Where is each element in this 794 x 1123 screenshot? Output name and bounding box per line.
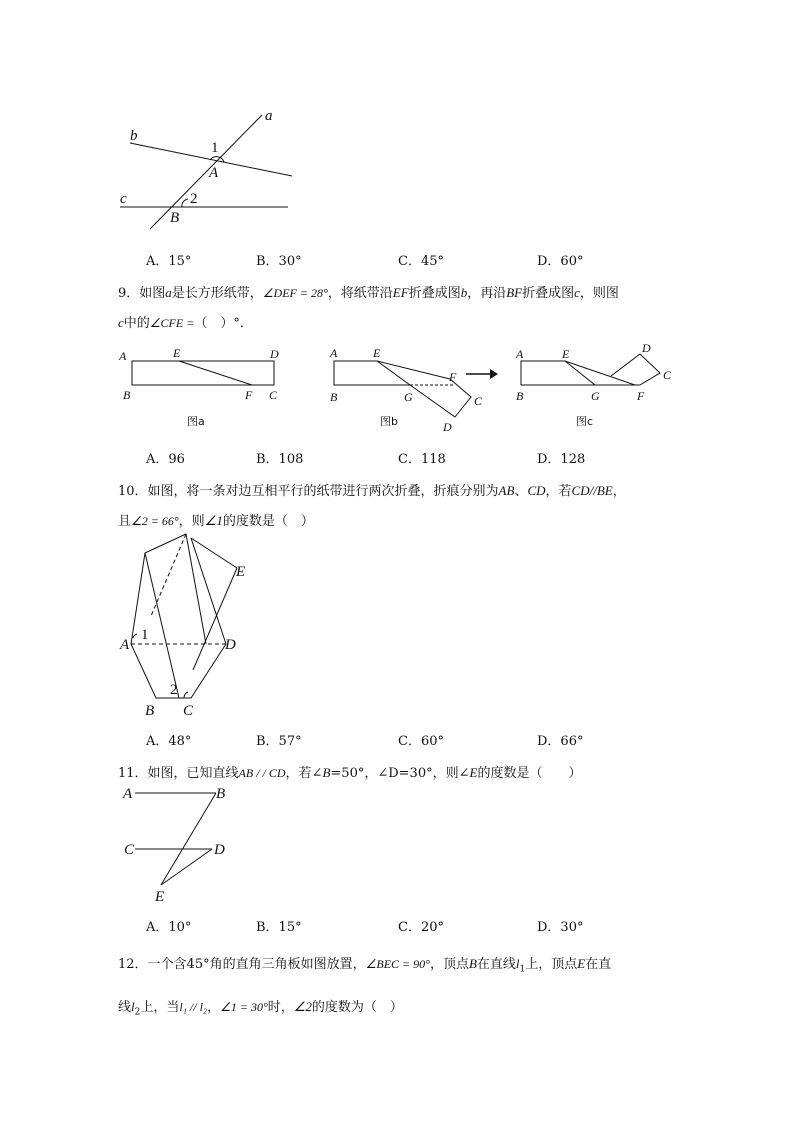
q10-stem-line1 bbox=[118, 480, 626, 499]
q9-text: ，将纸带沿 bbox=[327, 286, 393, 301]
fc-B: B bbox=[516, 389, 524, 403]
fc-E: E bbox=[562, 347, 570, 361]
q12-var-b: B bbox=[468, 956, 477, 971]
q10-text: ， bbox=[612, 484, 626, 499]
q12-text: 角的直角三角板如图放置， bbox=[209, 957, 366, 972]
fc-D: D bbox=[642, 341, 651, 355]
q11-var-abcd: AB / / CD bbox=[238, 766, 286, 780]
q10-label-A: A bbox=[120, 637, 130, 653]
q12-text: 在直线 bbox=[476, 957, 516, 972]
q9-option-b[interactable]: B．108 bbox=[256, 452, 304, 467]
label-c: c bbox=[120, 191, 127, 207]
q10-label-D: D bbox=[225, 637, 236, 653]
q8-figure bbox=[110, 105, 310, 230]
q12-angle-1: ∠1 = 30° bbox=[220, 1000, 268, 1014]
q11-option-c[interactable]: C．20° bbox=[398, 920, 444, 935]
q12-stem-line1 bbox=[118, 953, 611, 975]
fa-E: E bbox=[173, 346, 181, 360]
fc-A: A bbox=[516, 347, 524, 361]
fa-D: D bbox=[270, 347, 279, 361]
q12-parallel: l₁ // l₂ bbox=[179, 1000, 208, 1014]
fa-F: F bbox=[245, 388, 253, 402]
q12-text: 上，当 bbox=[140, 1000, 180, 1015]
q11-text: ，若∠ bbox=[285, 766, 323, 781]
q9-stem-line1 bbox=[118, 282, 619, 301]
q11-text: 的度数是（ ） bbox=[477, 766, 582, 781]
q11-label-D: D bbox=[214, 842, 225, 858]
fb-C: C bbox=[474, 394, 483, 408]
q9-text: ，则图 bbox=[579, 286, 619, 301]
q11-option-b[interactable]: B．15° bbox=[256, 920, 302, 935]
q9-stem-line2 bbox=[118, 312, 253, 331]
label-A: A bbox=[209, 165, 219, 181]
q11-stem bbox=[118, 762, 581, 781]
q12-text: 时， bbox=[267, 1000, 294, 1015]
fa-caption: 图a bbox=[187, 415, 205, 428]
q11-label-C: C bbox=[124, 842, 135, 858]
q9-text: （ ）°． bbox=[194, 316, 253, 331]
q10-option-a[interactable]: A．48° bbox=[146, 734, 192, 749]
q11-label-A: A bbox=[123, 786, 133, 802]
q10-label-C: C bbox=[183, 703, 194, 719]
q12-sub2: 2 bbox=[134, 1007, 141, 1018]
arrow-icon bbox=[464, 368, 498, 380]
label-b: b bbox=[130, 128, 138, 144]
q9-figure-a bbox=[115, 345, 290, 430]
q10-figure bbox=[115, 530, 265, 720]
q12-sub1: 1 bbox=[519, 964, 526, 975]
q10-var-cd: CD bbox=[527, 483, 546, 498]
fc-G: G bbox=[591, 389, 600, 403]
q9-var-a: a bbox=[165, 285, 172, 300]
q12-stem-line2 bbox=[118, 996, 403, 1018]
q10-text: 且 bbox=[118, 514, 132, 529]
fb-E: E bbox=[373, 346, 381, 360]
q9-var-bf: BF bbox=[506, 285, 523, 300]
q9-option-a[interactable]: A．96 bbox=[146, 452, 185, 467]
q9-var-c: c bbox=[118, 315, 124, 330]
q10-text: ，若 bbox=[545, 484, 572, 499]
q9-var-c: c bbox=[574, 285, 580, 300]
q8-option-c[interactable]: C．45° bbox=[398, 254, 444, 269]
q10-text: 、 bbox=[514, 484, 528, 499]
fb-G: G bbox=[404, 390, 413, 404]
q10-angle-2: ∠2 = 66° bbox=[131, 514, 179, 528]
label-B: B bbox=[170, 210, 180, 226]
q11-text: 11．如图，已知直线 bbox=[118, 766, 239, 781]
q9-text: 中的 bbox=[123, 316, 150, 331]
q11-option-a[interactable]: A．10° bbox=[146, 920, 192, 935]
q10-text: 的度数是（ ） bbox=[222, 514, 314, 529]
angle-2-arc bbox=[182, 199, 188, 207]
fb-F: F bbox=[449, 370, 457, 384]
q11-var-e: E bbox=[469, 765, 478, 780]
q8-option-a[interactable]: A．15° bbox=[146, 254, 192, 269]
q12-var-l2: l bbox=[131, 999, 135, 1014]
label-a: a bbox=[265, 108, 273, 124]
q10-option-c[interactable]: C．60° bbox=[398, 734, 444, 749]
fb-A: A bbox=[330, 346, 338, 360]
q12-var-e: E bbox=[577, 956, 586, 971]
q9-option-d[interactable]: D．128 bbox=[537, 452, 586, 467]
q9-option-c[interactable]: C．118 bbox=[398, 452, 446, 467]
fb-caption: 图b bbox=[380, 415, 398, 428]
q10-option-d[interactable]: D．66° bbox=[537, 734, 584, 749]
q10-angle-1: ∠1 bbox=[204, 513, 223, 528]
q9-var-b: b bbox=[460, 285, 468, 300]
fb-D: D bbox=[443, 420, 452, 434]
line-a bbox=[150, 115, 262, 229]
fb-B: B bbox=[330, 390, 338, 404]
q9-text: 是长方形纸带， bbox=[171, 286, 263, 301]
q12-text: 线 bbox=[118, 1000, 132, 1015]
fa-C: C bbox=[269, 388, 278, 402]
q9-text: 折叠成图 bbox=[522, 286, 575, 301]
q12-text: 在直 bbox=[585, 957, 612, 972]
q12-text: 的度数为（ ） bbox=[311, 1000, 403, 1015]
q10-label-B: B bbox=[145, 703, 155, 719]
q9-text: 9．如图 bbox=[118, 286, 166, 301]
q10-text: 10．如图，将一条对边互相平行的纸带进行两次折叠，折痕分别为 bbox=[118, 484, 499, 499]
label-2: 2 bbox=[190, 191, 198, 207]
q9-text: ，再沿 bbox=[467, 286, 507, 301]
fc-C: C bbox=[663, 368, 672, 382]
q12-deg45: 45° bbox=[186, 957, 210, 972]
q11-figure bbox=[115, 780, 245, 910]
q9-figure-b bbox=[325, 345, 495, 435]
fc-caption: 图c bbox=[576, 415, 594, 428]
q11-var-b: B bbox=[322, 765, 331, 780]
q9-angle-cfe: ∠CFE = bbox=[149, 316, 195, 330]
q9-figure-c bbox=[510, 340, 685, 430]
q11-label-B: B bbox=[216, 786, 226, 802]
q8-option-b[interactable]: B．30° bbox=[256, 254, 302, 269]
label-1: 1 bbox=[211, 140, 219, 156]
q12-angle-bec: ∠BEC = 90° bbox=[365, 957, 430, 971]
q12-var-l1: l bbox=[515, 956, 520, 971]
q10-var-cdbe: CD//BE bbox=[571, 483, 613, 498]
q10-text: ，则 bbox=[178, 514, 205, 529]
q12-text: ， bbox=[207, 1000, 221, 1015]
q12-text: 上，顶点 bbox=[525, 957, 578, 972]
q10-var-ab: AB bbox=[498, 483, 515, 498]
q10-label-1: 1 bbox=[141, 627, 149, 643]
fa-A: A bbox=[119, 349, 127, 363]
fc-F: F bbox=[637, 389, 645, 403]
fa-B: B bbox=[123, 388, 131, 402]
q11-option-d[interactable]: D．30° bbox=[537, 920, 584, 935]
q12-text: ，顶点 bbox=[429, 957, 469, 972]
q9-angle-def: ∠DEF = 28° bbox=[262, 286, 328, 300]
q10-stem-line2 bbox=[118, 510, 314, 529]
q9-text: 折叠成图 bbox=[408, 286, 461, 301]
q9-var-ef: EF bbox=[392, 285, 409, 300]
q10-option-b[interactable]: B．57° bbox=[256, 734, 302, 749]
q12-text: 12．一个含 bbox=[118, 957, 187, 972]
q10-label-E: E bbox=[236, 564, 246, 580]
q10-label-2: 2 bbox=[170, 682, 178, 698]
q8-option-d[interactable]: D．60° bbox=[537, 254, 584, 269]
q11-label-E: E bbox=[155, 889, 165, 905]
q11-text: =50°，∠D=30°，则∠ bbox=[330, 766, 470, 781]
q12-angle-2: ∠2 bbox=[293, 999, 312, 1014]
